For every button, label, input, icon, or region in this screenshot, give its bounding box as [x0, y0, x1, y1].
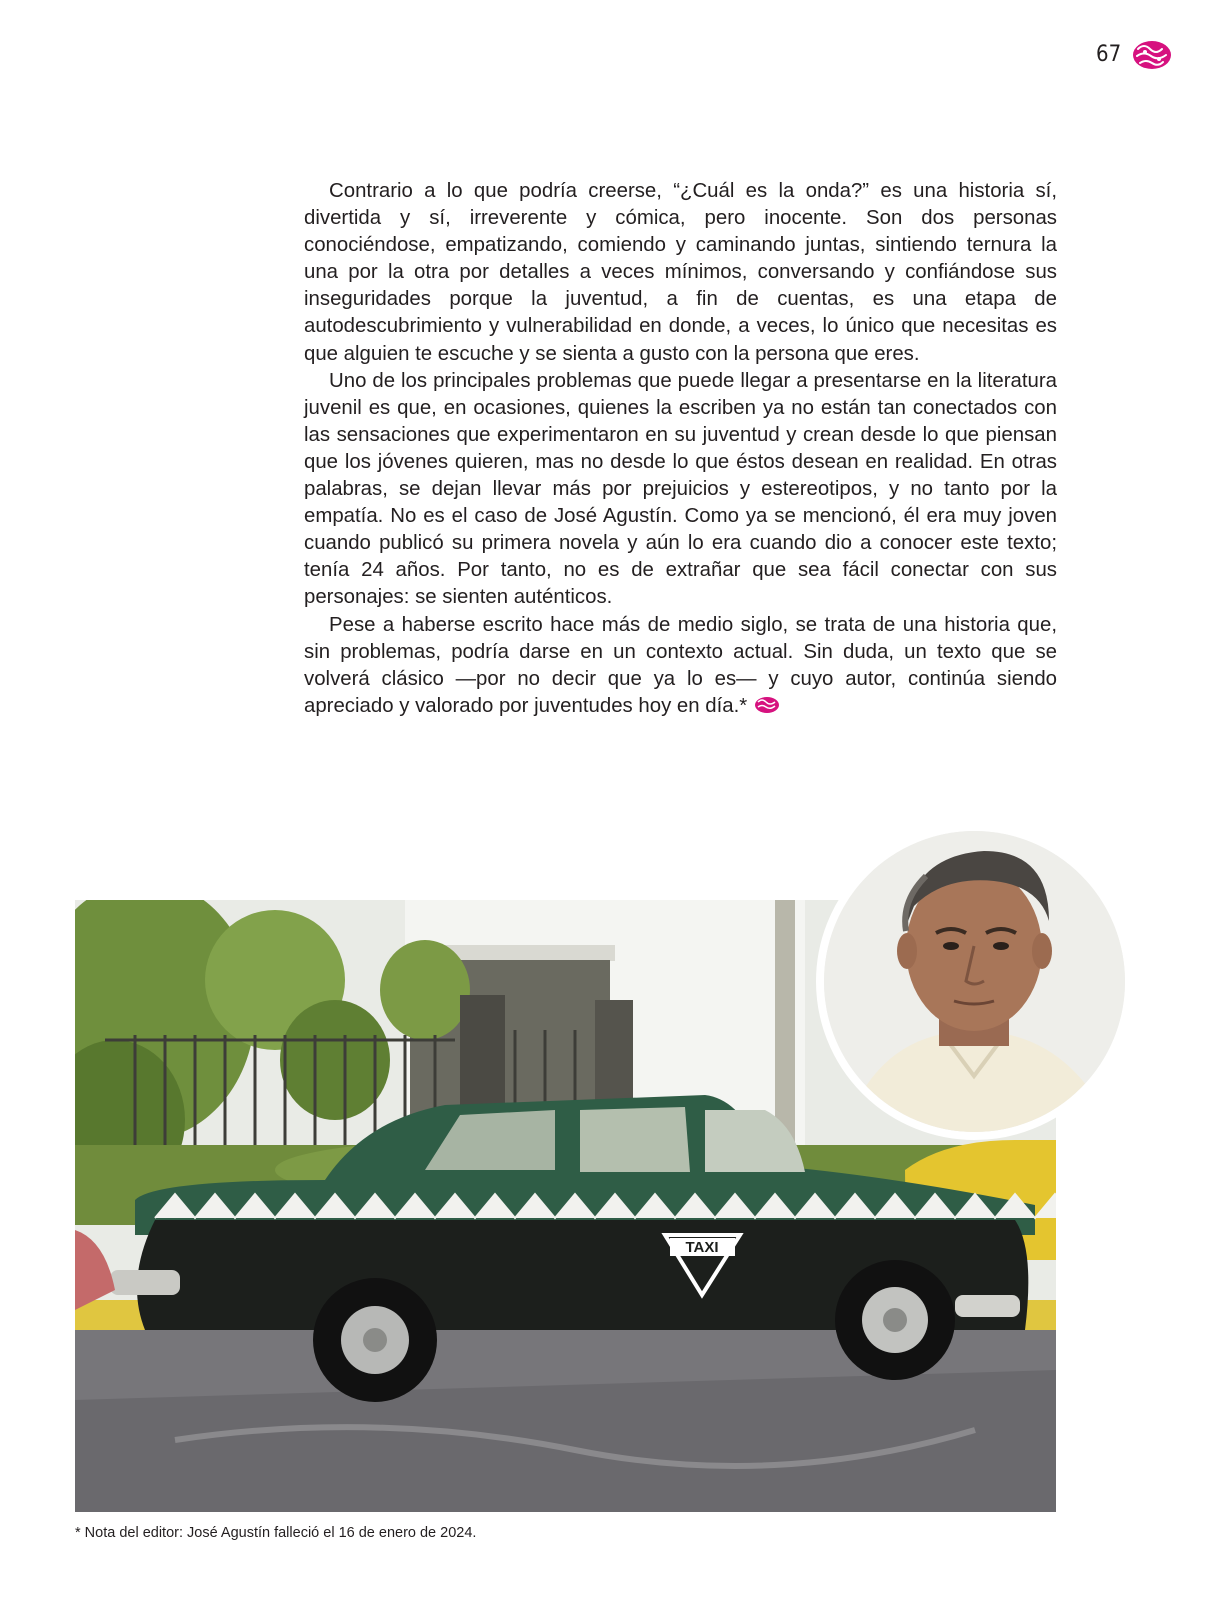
paragraph-3: [304, 612, 1057, 720]
article-body: [304, 178, 1057, 720]
page-number: 67: [1096, 42, 1122, 67]
editor-footnote: * Nota del editor: José Agustín falleció el 16 de enero de 2024.: [75, 1525, 477, 1541]
author-portrait-illustration: [824, 831, 1125, 1132]
paragraph-1: Contrario a lo que podría creerse, “¿Cuál es la onda?” es una historia sí, divertida y sí, irreverente y cómica, pero inocente. Son dos personas conociéndose, empatizando, comiendo y caminando juntas, sintiendo ternura la una por la otra por detalles a veces mínimos, conversando y confiándose sus inseguridades porque la juventud, a fin de cuentas, es una etapa de autodescubrimiento y vulnerabilidad en donde, a veces, lo único que necesitas es que alguien te escuche y se sienta a gusto con la persona que eres.: [304, 180, 1057, 365]
taxi-sign: TAXI: [685, 1239, 719, 1256]
author-portrait: [816, 823, 1133, 1140]
pink-decorative-glyph-icon: [1130, 37, 1174, 73]
paragraph-3-text: Pese a haberse escrito hace más de medio siglo, se trata de una historia que, sin problemas, podría darse en un contexto actual. Sin duda, un texto que se volverá clásico —por no decir que ya lo es— y cuyo autor, continúa siendo apreciado y valorado por juventudes hoy en día.*: [304, 613, 1057, 717]
paragraph-2: Uno de los principales problemas que puede llegar a presentarse en la literatura juvenil es que, en ocasiones, quienes la escriben ya no están tan conectados con las sensaciones que experimentaron en su juventud y crean desde lo que piensan que los jóvenes quieren, mas no desde lo que éstos desean en realidad. En otras palabras, se dejan llevar más por prejuicios y estereotipos, y no tanto por la empatía. No es el caso de José Agustín. Como ya se mencionó, él era muy joven cuando publicó su primera novela y aún lo era cuando dio a conocer este texto; tenía 24 años. Por tanto, no es de extrañar que sea fácil conectar con sus personajes: se sienten auténticos.: [304, 369, 1057, 609]
end-of-article-icon: [753, 695, 781, 715]
